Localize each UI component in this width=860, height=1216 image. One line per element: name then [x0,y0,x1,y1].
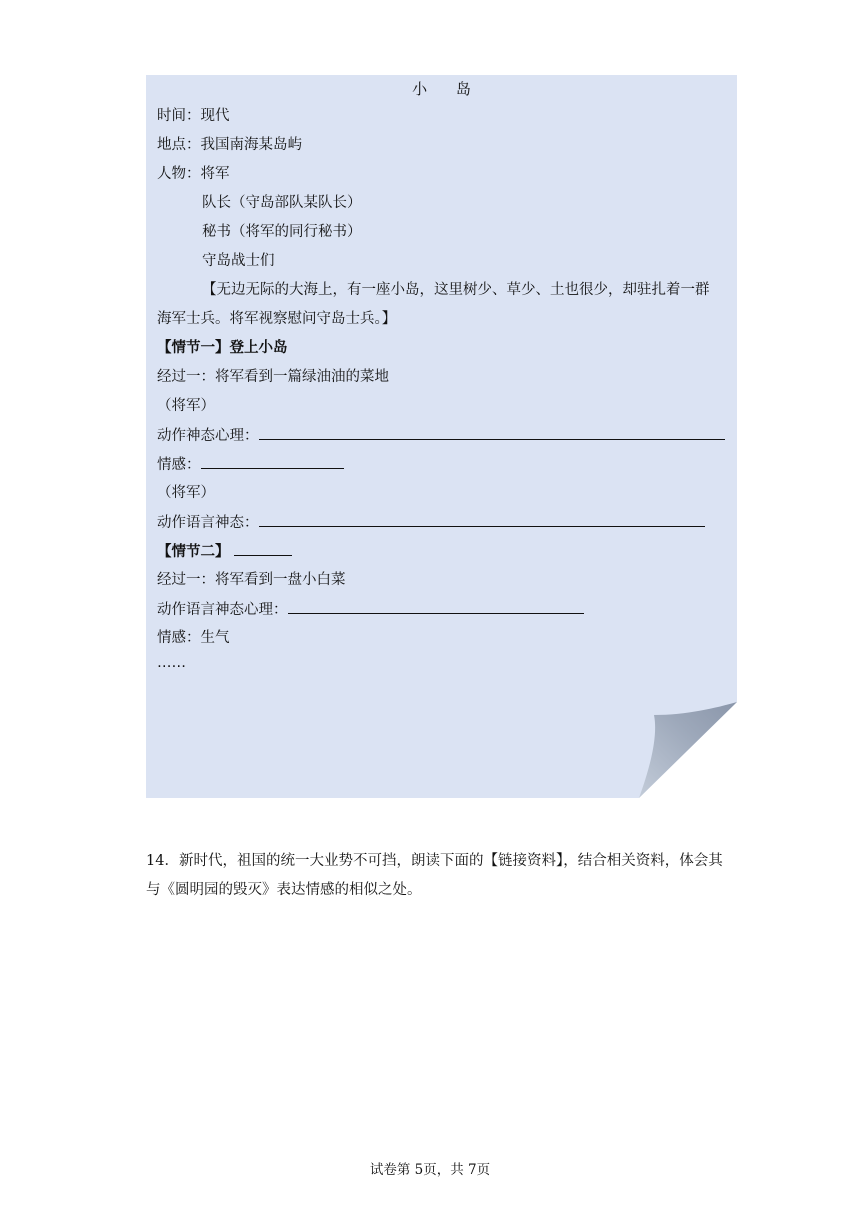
place-line: 地点：我国南海某岛屿 [157,137,302,153]
answer-blank[interactable] [201,454,344,469]
question-14 [146,847,726,905]
plot-two-heading: 【情节二】 [157,544,230,560]
page-footer: 试卷第 5页，共 7页 [369,1162,491,1178]
question-number: 14． [146,853,179,869]
emotion-label: 情感： [157,457,201,473]
characters-line: 人物：将军 [157,166,230,182]
general-label-1: （将军） [157,398,215,414]
emotion-row-1 [157,454,344,475]
character-captain: 队长（守岛部队某队长） [202,195,362,211]
general-label-2: （将军） [157,485,215,501]
character-soldiers: 守岛战士们 [202,253,275,269]
action-speech-expression-psych-row [157,599,584,620]
answer-blank[interactable] [259,512,705,527]
action-speech-expression-row [157,512,705,533]
ellipsis: …… [157,655,186,671]
note-card [146,75,737,798]
time-line: 时间：现代 [157,108,230,124]
question-text: 新时代，祖国的统一大业势不可挡，朗读下面的【链接资料】，结合相关资料，体会其与《圆明园的毁灭》表达情感的相似之处。 [146,853,723,898]
note-title: 小 岛 [412,80,483,98]
answer-blank[interactable] [288,599,584,614]
action-expression-psych-label: 动作神态心理： [157,428,259,444]
stage-direction-line-1: 【无边无际的大海上，有一座小岛，这里树少、草少、土也很少，却驻扎着一群 [202,282,710,298]
plot-two-event: 经过一：将军看到一盘小白菜 [157,572,346,588]
answer-blank[interactable] [259,425,725,440]
action-speech-expression-label: 动作语言神态： [157,515,259,531]
plot-two-row [157,541,292,562]
plot-one-event: 经过一：将军看到一篇绿油油的菜地 [157,369,389,385]
emotion-angry: 情感：生气 [157,630,230,646]
answer-blank[interactable] [234,541,292,556]
plot-one-heading: 【情节一】登上小岛 [157,340,288,356]
action-expression-psych-row [157,425,725,446]
action-speech-expression-psych-label: 动作语言神态心理： [157,602,288,618]
stage-direction-line-2: 海军士兵。将军视察慰问守岛士兵。】 [157,311,397,327]
character-secretary: 秘书（将军的同行秘书） [202,224,362,240]
